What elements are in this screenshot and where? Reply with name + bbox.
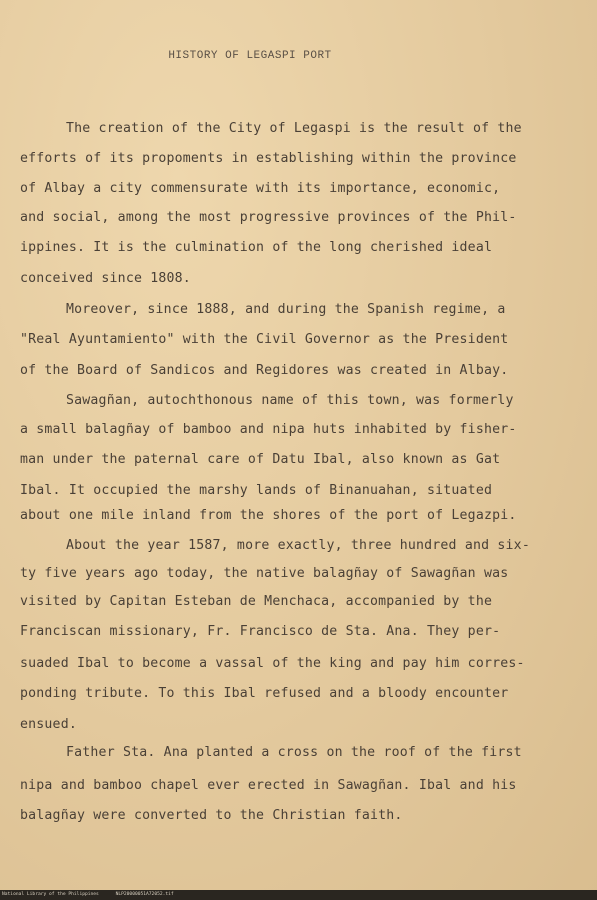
text-line: visited by Capitan Esteban de Menchaca, accompanied by the bbox=[20, 594, 493, 609]
text-line: "Real Ayuntamiento" with the Civil Governor as the President bbox=[20, 332, 509, 347]
text-line: and social, among the most progressive provinces of the Phil- bbox=[20, 210, 517, 225]
text-line: balagñay were converted to the Christian faith. bbox=[20, 808, 403, 823]
footer-file-id: NLP20000051A72052.tif bbox=[115, 892, 174, 897]
text-line: suaded Ibal to become a vassal of the king and pay him corres- bbox=[20, 656, 525, 671]
text-line: Father Sta. Ana planted a cross on the roof of the first bbox=[66, 745, 522, 760]
scan-footer-bar bbox=[0, 890, 597, 900]
text-line: a small balagñay of bamboo and nipa huts inhabited by fisher- bbox=[20, 422, 517, 437]
text-line: ippines. It is the culmination of the long cherished ideal bbox=[20, 240, 493, 255]
document-title: HISTORY OF LEGASPI PORT bbox=[168, 50, 332, 62]
text-line: nipa and bamboo chapel ever erected in Sawagñan. Ibal and his bbox=[20, 778, 517, 793]
text-line: About the year 1587, more exactly, three hundred and six- bbox=[66, 538, 530, 553]
text-line: man under the paternal care of Datu Ibal, also known as Gat bbox=[20, 452, 501, 467]
text-line: Ibal. It occupied the marshy lands of Binanuahan, situated bbox=[20, 483, 493, 498]
text-line: efforts of its propoments in establishing within the province bbox=[20, 151, 517, 166]
text-line: The creation of the City of Legaspi is the result of the bbox=[66, 121, 522, 136]
text-line: Franciscan missionary, Fr. Francisco de Sta. Ana. They per- bbox=[20, 624, 501, 639]
text-line: of Albay a city commensurate with its importance, economic, bbox=[20, 181, 501, 196]
text-line: ty five years ago today, the native balagñay of Sawagñan was bbox=[20, 566, 509, 581]
text-line: Sawagñan, autochthonous name of this town, was formerly bbox=[66, 393, 514, 408]
text-line: Moreover, since 1888, and during the Spanish regime, a bbox=[66, 302, 506, 317]
footer-library: National Library of the Philippines bbox=[2, 892, 99, 897]
text-line: about one mile inland from the shores of the port of Legazpi. bbox=[20, 508, 517, 523]
text-line: conceived since 1808. bbox=[20, 271, 191, 286]
text-line: of the Board of Sandicos and Regidores was created in Albay. bbox=[20, 363, 509, 378]
text-line: ponding tribute. To this Ibal refused and a bloody encounter bbox=[20, 686, 509, 701]
text-line: ensued. bbox=[20, 717, 77, 732]
